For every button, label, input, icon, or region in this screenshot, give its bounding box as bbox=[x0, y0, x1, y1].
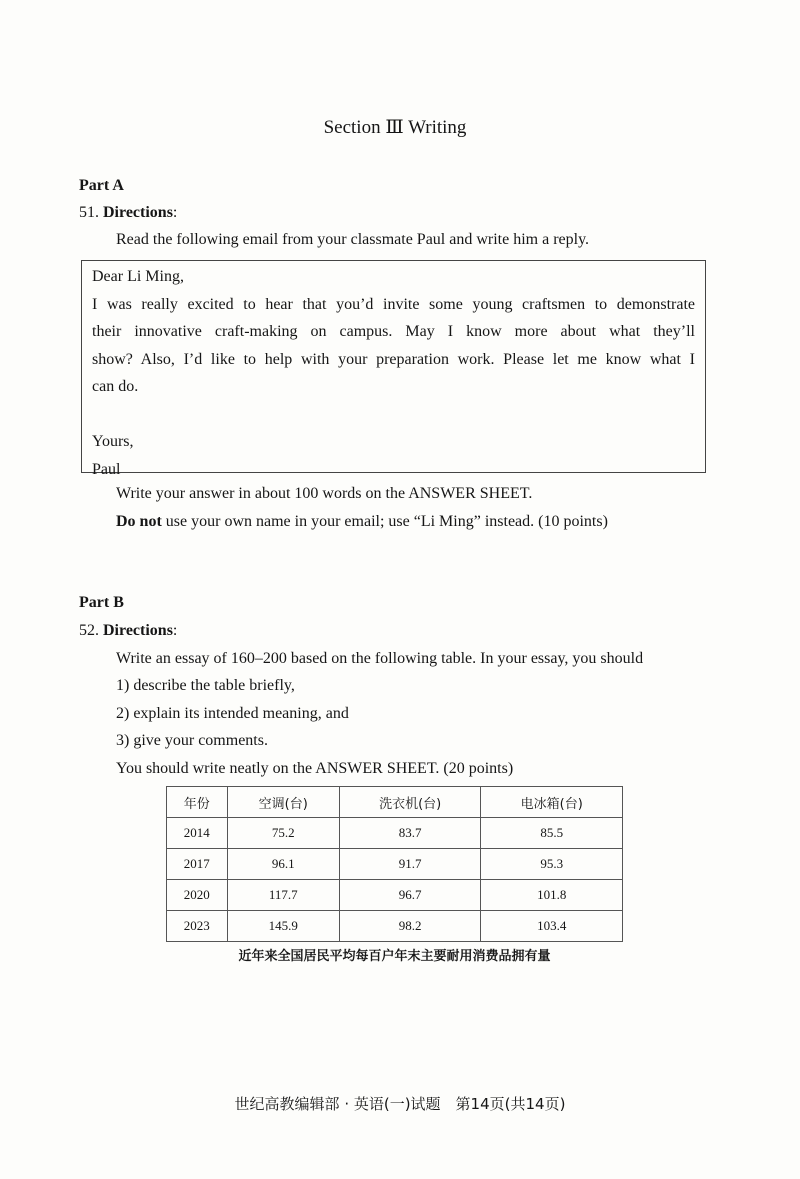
data-table bbox=[166, 786, 623, 942]
table-cell: 91.7 bbox=[339, 849, 481, 880]
email-body-line: can do. bbox=[92, 378, 139, 395]
table-header-cell: 年份 bbox=[167, 787, 228, 818]
table-cell: 2023 bbox=[167, 911, 228, 942]
answer-note: Write your answer in about 100 words on the ANSWER SHEET. bbox=[116, 485, 533, 502]
table-cell: 85.5 bbox=[481, 818, 623, 849]
table-cell: 103.4 bbox=[481, 911, 623, 942]
email-signature: Paul bbox=[92, 460, 121, 478]
table-cell: 2020 bbox=[167, 880, 228, 911]
question-number: 52. bbox=[79, 622, 99, 639]
email-closing: Yours, bbox=[92, 433, 134, 450]
email-body-line: I was really excited to hear that you’d invite some young craftsmen to demonstrate bbox=[92, 295, 695, 313]
do-not-text: use your own name in your email; use “Li Ming” instead. (10 points) bbox=[161, 513, 608, 530]
directions-colon: : bbox=[172, 204, 178, 221]
email-blank-line bbox=[92, 401, 695, 429]
part-b-heading: Part B bbox=[79, 594, 124, 611]
table-cell: 101.8 bbox=[481, 880, 623, 911]
essay-item: 1) describe the table briefly, bbox=[116, 677, 295, 694]
question-number: 51. bbox=[79, 204, 99, 221]
question-51-directions bbox=[79, 204, 177, 222]
table-cell: 83.7 bbox=[339, 818, 481, 849]
do-not-label: Do not bbox=[116, 513, 162, 530]
table-cell: 2017 bbox=[167, 849, 228, 880]
directions-colon: : bbox=[172, 622, 178, 639]
section-title: Section Ⅲ Writing bbox=[323, 117, 467, 138]
table-header-cell: 电冰箱(台) bbox=[481, 787, 623, 818]
directions-label: Directions bbox=[103, 622, 173, 639]
table-cell: 98.2 bbox=[339, 911, 481, 942]
table-cell: 96.1 bbox=[227, 849, 339, 880]
table-cell: 75.2 bbox=[227, 818, 339, 849]
essay-item: 2) explain its intended meaning, and bbox=[116, 705, 349, 722]
table-caption: 近年来全国居民平均每百户年末主要耐用消费品拥有量 bbox=[238, 949, 551, 964]
question-52-directions bbox=[79, 622, 177, 640]
table-cell: 145.9 bbox=[227, 911, 339, 942]
table-cell: 2014 bbox=[167, 818, 228, 849]
email-body-line: their innovative craft-making on campus. May I know more about what they’ll bbox=[92, 323, 695, 340]
table-header-row bbox=[167, 787, 623, 818]
email-body-line: show? Also, I’d like to help with your preparation work. Please let me know what I bbox=[92, 350, 695, 368]
part-a-heading: Part A bbox=[79, 177, 124, 194]
table-cell: 117.7 bbox=[227, 880, 339, 911]
table-cell: 96.7 bbox=[339, 880, 481, 911]
do-not-note bbox=[116, 513, 608, 531]
directions-label: Directions bbox=[103, 204, 173, 221]
part-b-instruction: Write an essay of 160–200 based on the following table. In your essay, you should bbox=[116, 650, 644, 667]
essay-item: 3) give your comments. bbox=[116, 732, 268, 749]
page-footer: 世纪高教编辑部 · 英语(一)试题 第14页(共14页) bbox=[234, 1095, 566, 1113]
email-box bbox=[81, 260, 706, 478]
table-cell: 95.3 bbox=[481, 849, 623, 880]
email-greeting: Dear Li Ming, bbox=[92, 268, 184, 285]
table-header-cell: 空调(台) bbox=[227, 787, 339, 818]
table-header-cell: 洗衣机(台) bbox=[339, 787, 481, 818]
neat-note: You should write neatly on the ANSWER SHEET. (20 points) bbox=[116, 760, 514, 777]
table-row bbox=[167, 849, 623, 880]
part-a-instruction: Read the following email from your classmate Paul and write him a reply. bbox=[116, 231, 590, 248]
table-row bbox=[167, 911, 623, 942]
table-row bbox=[167, 818, 623, 849]
table-row bbox=[167, 880, 623, 911]
